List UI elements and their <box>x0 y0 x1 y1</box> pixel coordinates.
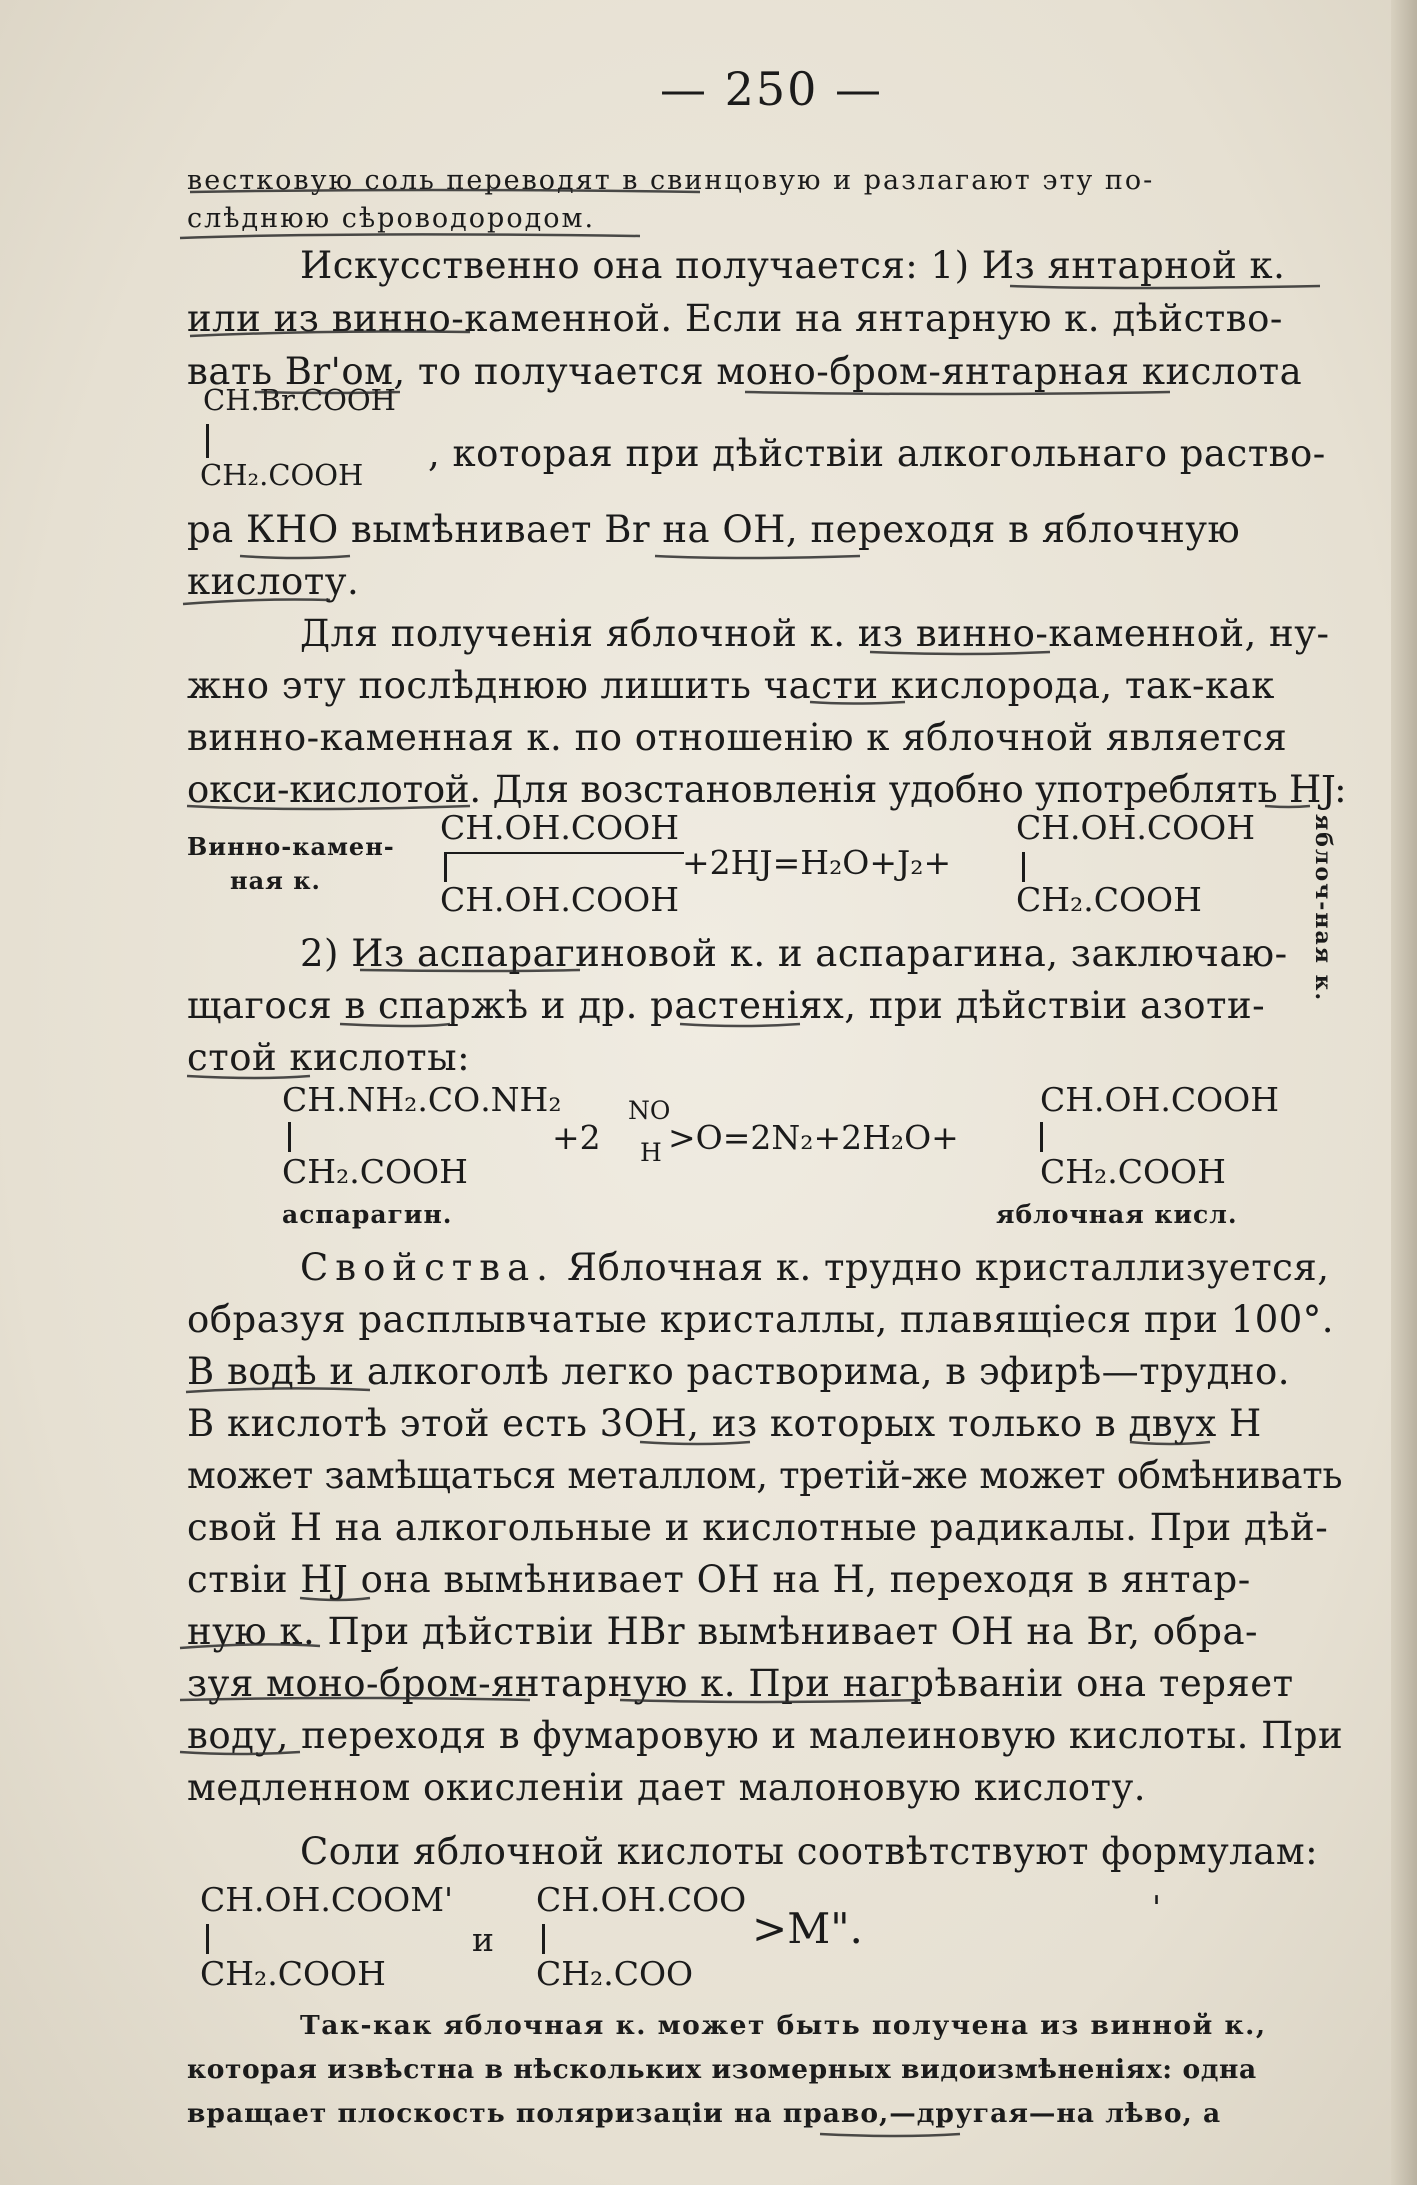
formula-line: СН.ОН.СООМ' <box>200 1880 454 1919</box>
equation-middle: +2HJ=H₂O+J₂+ <box>682 843 952 882</box>
text-line: щагося в спаржѣ и др. растеніях, при дѣйствіи азоти- <box>187 984 1266 1027</box>
text-line: , которая при дѣйствіи алкогольнаго раство- <box>428 432 1326 475</box>
text-line: жно эту послѣднюю лишить части кислорода, так-как <box>187 664 1275 707</box>
text-line: Искусственно она получается: 1) Из янтарной к. <box>300 244 1286 287</box>
formula-line: СН₂.СООН <box>200 458 364 492</box>
equation-label: аспарагин. <box>282 1200 453 1229</box>
formula-line: СН.Вr.СООН <box>203 383 396 417</box>
equation-label: Винно-камен- <box>187 832 395 861</box>
formula-line: СН.ОН.СООН <box>1040 1080 1279 1119</box>
text-line: слѣднюю сѣроводородом. <box>187 203 596 234</box>
text-line: вать Br'ом, то получается моно-бром-янтарная кислота <box>187 350 1303 393</box>
formula-line: СН₂.СООН <box>1016 880 1202 919</box>
nitrous-denominator: H <box>640 1138 662 1167</box>
equation-label-vertical: яблоч-ная к. <box>1310 814 1336 1003</box>
section-heading: Свойства. <box>300 1246 555 1289</box>
text-line: окси-кислотой. Для возстановленія удобно употреблять HJ: <box>187 768 1347 811</box>
stray-mark: ' <box>1152 1888 1162 1927</box>
text-line: кислоту. <box>187 560 360 603</box>
text-line: или из винно-каменной. Если на янтарную к. дѣйство- <box>187 297 1283 340</box>
text-line: вестковую соль переводят в свинцовую и разлагают эту по- <box>187 165 1155 196</box>
text-line: вращает плоскость поляризаціи на право,—другая—на лѣво, а <box>187 2098 1222 2129</box>
text-line: Соли яблочной кислоты соотвѣтствуют формулам: <box>300 1830 1319 1873</box>
text-line: ствіи HJ она вымѣнивает ОН на Н, переходя в янтар- <box>187 1558 1251 1601</box>
formula-line: СН₂.СООН <box>200 1954 386 1993</box>
text-line: зуя моно-бром-янтарную к. При нагрѣваніи она теряет <box>187 1662 1294 1705</box>
text-line: 2) Из аспарагиновой к. и аспарагина, заключаю- <box>300 932 1288 975</box>
formula-line: СН.ОН.СОО <box>536 1880 747 1919</box>
text-line: медленном окисленіи дает малоновую кислоту. <box>187 1766 1146 1809</box>
text-line: образуя расплывчатые кристаллы, плавящіеся при 100°. <box>187 1298 1335 1341</box>
equation-label: ная к. <box>230 866 321 895</box>
equation-label: яблочная кисл. <box>996 1200 1238 1229</box>
text-line: В водѣ и алкоголѣ легко растворима, в эфирѣ—трудно. <box>187 1350 1291 1393</box>
formula-line: СН.ОН.СООН <box>440 880 679 919</box>
formula-line: СН₂.СОО <box>536 1954 694 1993</box>
text-line: может замѣщаться металлом, третій-же может обмѣнивать <box>187 1454 1343 1497</box>
text-line: ра КНО вымѣнивает Br на ОН, переходя в яблочную <box>187 508 1241 551</box>
metal-formula: >M". <box>752 1904 863 1953</box>
formula-line: СН.NH₂.СО.NH₂ <box>282 1080 562 1119</box>
text-line: винно-каменная к. по отношенію к яблочной является <box>187 716 1288 759</box>
conjunction: и <box>472 1920 494 1959</box>
text-fragment: Яблочная к. трудно кристаллизуется, <box>554 1246 1330 1289</box>
text-line: которая извѣстна в нѣскольких изомерных видоизмѣненіях: одна <box>187 2054 1257 2085</box>
text-line: воду, переходя в фумаровую и малеиновую кислоты. При <box>187 1714 1344 1757</box>
nitrous-numerator: NO <box>628 1096 671 1125</box>
text-line: Так-как яблочная к. может быть получена из винной к., <box>300 2010 1267 2041</box>
equation-middle: >O=2N₂+2H₂O+ <box>668 1118 959 1157</box>
text-line: ную к. При дѣйствіи HBr вымѣнивает ОН на Br, обра- <box>187 1610 1259 1653</box>
formula-line: СН₂.СООН <box>282 1152 468 1191</box>
text-line: В кислотѣ этой есть 3ОН, из которых только в двух Н <box>187 1402 1262 1445</box>
page-number: — 250 — <box>660 62 884 116</box>
formula-line: СН.ОН.СООН <box>1016 808 1255 847</box>
equation-middle: +2 <box>552 1118 601 1157</box>
formula-line: СН.ОН.СООН <box>440 808 679 847</box>
text-line: стой кислоты: <box>187 1036 471 1079</box>
text-line: свой Н на алкогольные и кислотные радикалы. При дѣй- <box>187 1506 1329 1549</box>
text-line: Для полученія яблочной к. из винно-каменной, ну- <box>300 612 1330 655</box>
formula-line: СН₂.СООН <box>1040 1152 1226 1191</box>
